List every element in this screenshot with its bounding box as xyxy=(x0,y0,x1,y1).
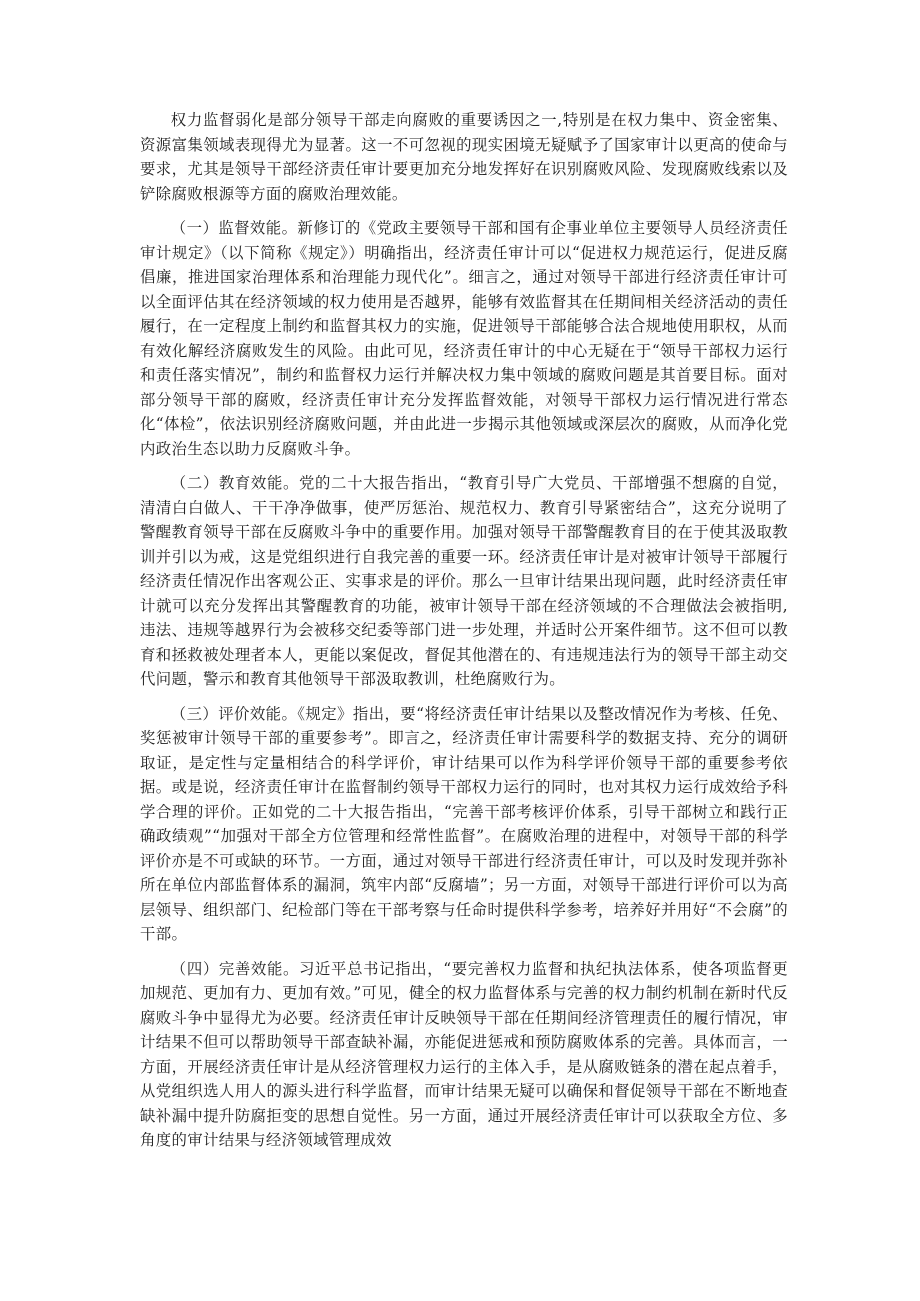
document-body xyxy=(140,108,788,1163)
education-efficacy-paragraph: （二）教育效能。党的二十大报告指出，“教育引导广大党员、干部增强不想腐的自觉，清清白白做人、干干净净做事，使严厉惩治、规范权力、教育引导紧密结合”，这充分说明了警醒教育领导干部在反腐败斗争中的重要作用。加强对领导干部警醒教育目的在于使其汲取教训并引以为戒，这是党组织进行自我完善的重要一环。经济责任审计是对被审计领导干部履行经济责任情况作出客观公正、实事求是的评价。那么一旦审计结果出现问题，此时经济责任审计就可以充分发挥出其警醒教育的功能，被审计领导干部在经济领域的不合理做法会被指明,违法、违规等越界行为会被移交纪委等部门进一步处理，并适时公开案件细节。这不但可以教育和拯救被处理者本人，更能以案促改，督促其他潜在的、有违规违法行为的领导干部主动交代问题，警示和教育其他领导干部汲取教训，杜绝腐败行为。 xyxy=(140,474,788,688)
supervision-efficacy-paragraph: （一）监督效能。新修订的《党政主要领导干部和国有企事业单位主要领导人员经济责任审计规定》（以下简称《规定》）明确指出，经济责任审计可以“促进权力规范运行，促进反腐倡廉，推进国家治理体系和治理能力现代化”。细言之，通过对领导干部进行经济责任审计可以全面评估其在经济领域的权力使用是否越界，能够有效监督其在任期间相关经济活动的责任履行，在一定程度上制约和监督其权力的实施，促进领导干部能够合法合规地使用职权，从而有效化解经济腐败发生的风险。由此可见，经济责任审计的中心无疑在于“领导干部权力运行和责任落实情况”，制约和监督权力运行并解决权力集中领域的腐败问题是其首要目标。面对部分领导干部的腐败，经济责任审计充分发挥监督效能，对领导干部权力运行情况进行常态化“体检”，依法识别经济腐败问题，并由此进一步揭示其他领域或深层次的腐败，从而净化党内政治生态以助力反腐败斗争。 xyxy=(140,219,788,458)
intro-paragraph: 权力监督弱化是部分领导干部走向腐败的重要诱因之一,特别是在权力集中、资金密集、资源富集领域表现得尤为显著。这一不可忽视的现实困境无疑赋予了国家审计以更高的使命与要求，尤其是领导干部经济责任审计要更加充分地发挥好在识别腐败风险、发现腐败线索以及铲除腐败根源等方面的腐败治理效能。 xyxy=(140,111,788,203)
evaluation-efficacy-paragraph: （三）评价效能。《规定》指出，要“将经济责任审计结果以及整改情况作为考核、任免、奖惩被审计领导干部的重要参考”。即言之，经济责任审计需要科学的数据支持、充分的调研取证，是定性与定量相结合的科学评价，审计结果可以作为科学评价领导干部的重要参考依据。或是说，经济责任审计在监督制约领导干部权力运行的同时，也对其权力运行成效给予科学合理的评价。正如党的二十大报告指出，“完善干部考核评价体系，引导干部树立和践行正确政绩观”“加强对干部全方位管理和经常性监督”。在腐败治理的进程中，对领导干部的科学评价亦是不可或缺的环节。一方面，通过对领导干部进行经济责任审计，可以及时发现并弥补所在单位内部监督体系的漏洞，筑牢内部“反腐墙”；另一方面，对领导干部进行评价可以为高层领导、组织部门、纪检部门等在干部考察与任命时提供科学参考，培养好并用好“不会腐”的干部。 xyxy=(140,704,788,943)
improvement-efficacy-paragraph: （四）完善效能。习近平总书记指出，“要完善权力监督和执纪执法体系，使各项监督更加规范、更加有力、更加有效。”可见，健全的权力监督体系与完善的权力制约机制在新时代反腐败斗争中显得尤为必要。经济责任审计反映领导干部在任期间经济管理责任的履行情况，审计结果不但可以帮助领导干部查缺补漏，亦能促进惩戒和预防腐败体系的完善。具体而言，一方面，开展经济责任审计是从经济管理权力运行的主体入手，是从腐败链条的潜在起点着手，从党组织选人用人的源头进行科学监督，而审计结果无疑可以确保和督促领导干部在不断地查缺补漏中提升防腐拒变的思想自觉性。另一方面，通过开展经济责任审计可以获取全方位、多角度的审计结果与经济领域管理成效 xyxy=(140,959,788,1149)
